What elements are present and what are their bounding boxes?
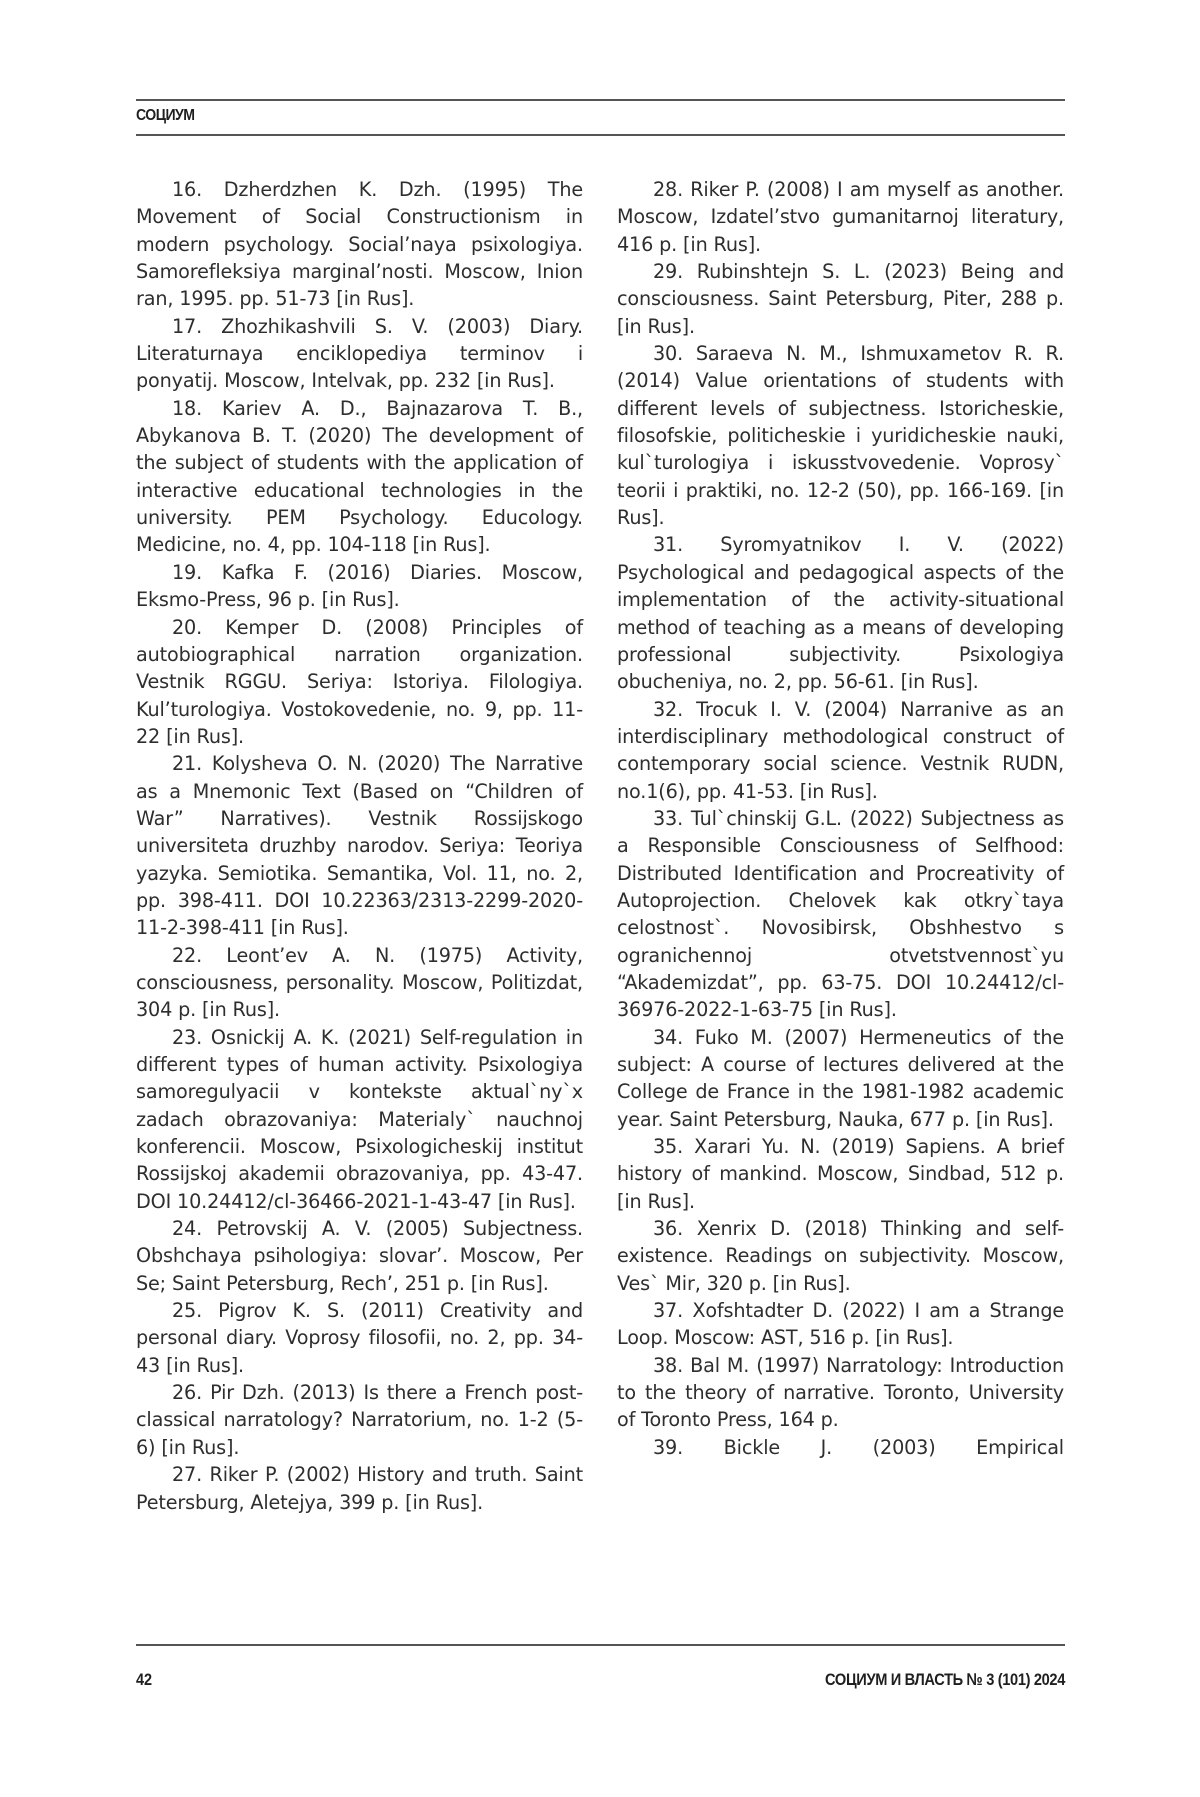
reference-25: 25. Pigrov K. S. (2011) Creativity and personal diary. Voprosy filosofii, no. 2, pp. 34-43 [in Rus]. [136,1299,583,1377]
references-column-right [617,176,1064,1461]
reference-38: 38. Bal M. (1997) Narratology: Introduction to the theory of narrative. Toronto, University of Toronto Press, 164 p. [617,1353,1064,1432]
reference-27: 27. Riker P. (2002) History and truth. Saint Petersburg, Aletejya, 399 p. [in Rus]. [136,1463,583,1514]
reference-24: 24. Petrovskij A. V. (2005) Subjectness. Obshchaya psihologiya: slovar’. Moscow, Per Se; Saint Petersburg, Rech’, 251 p. [in Rus]. [136,1217,583,1295]
running-head: СОЦИУМ [136,107,195,124]
reference-31: 31. Syromyatnikov I. V. (2022) Psychological and pedagogical aspects of the implementation of the activity-situational method of teaching as a means of developing professional subjectivity. Psixologiya obucheniya, no. 2, pp. 56-61. [in Rus]. [617,533,1064,694]
reference-29: 29. Rubinshtejn S. L. (2023) Being and consciousness. Saint Petersburg, Piter, 288 p. [in Rus]. [617,260,1064,338]
header-top-rule [136,99,1065,101]
page-number: 42 [136,1670,153,1689]
reference-17: 17. Zhozhikashvili S. V. (2003) Diary. Literaturnaya enciklopediya terminov i ponyatij. Moscow, Intelvak, pp. 232 [in Rus]. [136,314,583,393]
reference-21: 21. Kolysheva O. N. (2020) The Narrative as a Mnemonic Text (Based on “Children of War” Narratives). Vestnik Rossijskogo universiteta druzhby narodov. Seriya: Teoriya yazyka. Semiotika. Semantika, Vol. 11, no. 2, pp. 398-411. DOI 10.22363/2313-2299-2020-11-2-398-411 [in Rus]. [136,752,583,940]
reference-28: 28. Riker P. (2008) I am myself as another. Moscow, Izdatel’stvo gumanitarnoj literatury, 416 p. [in Rus]. [617,178,1064,256]
reference-19: 19. Kafka F. (2016) Diaries. Moscow, Eksmo-Press, 96 p. [in Rus]. [136,560,583,612]
journal-issue-info: СОЦИУМ И ВЛАСТЬ № 3 (101) 2024 [825,1670,1065,1689]
reference-39-partial: 39. Bickle J. (2003) Empirical [653,1435,1064,1459]
reference-18: 18. Kariev A. D., Bajnazarova T. B., Abykanova B. T. (2020) The development of the subject of students with the application of interactive educational technologies in the university. PEM Psychology. Educology. Medicine, no. 4, pp. 104-118 [in Rus]. [136,396,583,557]
reference-37: 37. Xofshtadter D. (2022) I am a Strange Loop. Moscow: AST, 516 p. [in Rus]. [617,1299,1064,1350]
header-bottom-rule [136,134,1065,136]
footer-rule [136,1644,1065,1646]
reference-23: 23. Osnickij A. K. (2021) Self-regulation in different types of human activity. Psixologiya samoregulyacii v kontekste aktual`ny`x zadach obrazovaniya: Materialy` nauchnoj konferencii. Moscow, Psixologicheskij institut Rossijskoj akademii obrazovaniya, pp. 43-47. DOI 10.24412/cl-36466-2021-1-43-47 [in Rus]. [136,1025,583,1213]
reference-22: 22. Leont’ev A. N. (1975) Activity, consciousness, personality. Moscow, Politizdat, 304 p. [in Rus]. [136,943,583,1022]
reference-34: 34. Fuko M. (2007) Hermeneutics of the subject: A course of lectures delivered at the College de France in the 1981-1982 academic year. Saint Petersburg, Nauka, 677 p. [in Rus]. [617,1025,1064,1131]
references-column-left [136,176,583,1516]
reference-20: 20. Kemper D. (2008) Principles of autobiographical narration organization. Vestnik RGGU. Seriya: Istoriya. Filologiya. Kul’turologiya. Vostokovedenie, no. 9, pp. 11-22 [in Rus]. [136,615,583,748]
reference-26: 26. Pir Dzh. (2013) Is there a French post-classical narratology? Narratorium, no. 1-2 (5-6) [in Rus]. [136,1381,583,1459]
reference-36: 36. Xenrix D. (2018) Thinking and self-existence. Readings on subjectivity. Moscow, Ves` Mir, 320 p. [in Rus]. [617,1217,1064,1295]
reference-16: 16. Dzherdzhen K. Dzh. (1995) The Movement of Social Constructionism in modern psychology. Social’naya psixologiya. Samorefleksiya marginal’nosti. Moscow, Inion ran, 1995. pp. 51-73 [in Rus]. [136,178,583,311]
reference-32: 32. Trocuk I. V. (2004) Narranive as an interdisciplinary methodological construct of contemporary social science. Vestnik RUDN, no.1(6), pp. 41-53. [in Rus]. [617,697,1064,803]
reference-35: 35. Xarari Yu. N. (2019) Sapiens. A brief history of mankind. Moscow, Sindbad, 512 p. [in Rus]. [617,1135,1064,1213]
reference-30: 30. Saraeva N. M., Ishmuxametov R. R. (2014) Value orientations of students with different levels of subjectness. Istoricheskie, filosofskie, politicheskie i yuridicheskie nauki, kul`turologiya i iskusstvovedenie. Voprosy` teorii i praktiki, no. 12-2 (50), pp. 166-169. [in Rus]. [617,342,1064,530]
reference-33: 33. Tul`chinskij G.L. (2022) Subjectness as a Responsible Consciousness of Selfhood: Distributed Identification and Procreativity of Autoprojection. Chelovek kak otkry`taya celostnost`. Novosibirsk, Obshhestvo s ogranichennoj otvetstvennost`yu “Akademizdat”, pp. 63-75. DOI 10.24412/cl-36976-2022-1-63-75 [in Rus]. [617,806,1064,1022]
